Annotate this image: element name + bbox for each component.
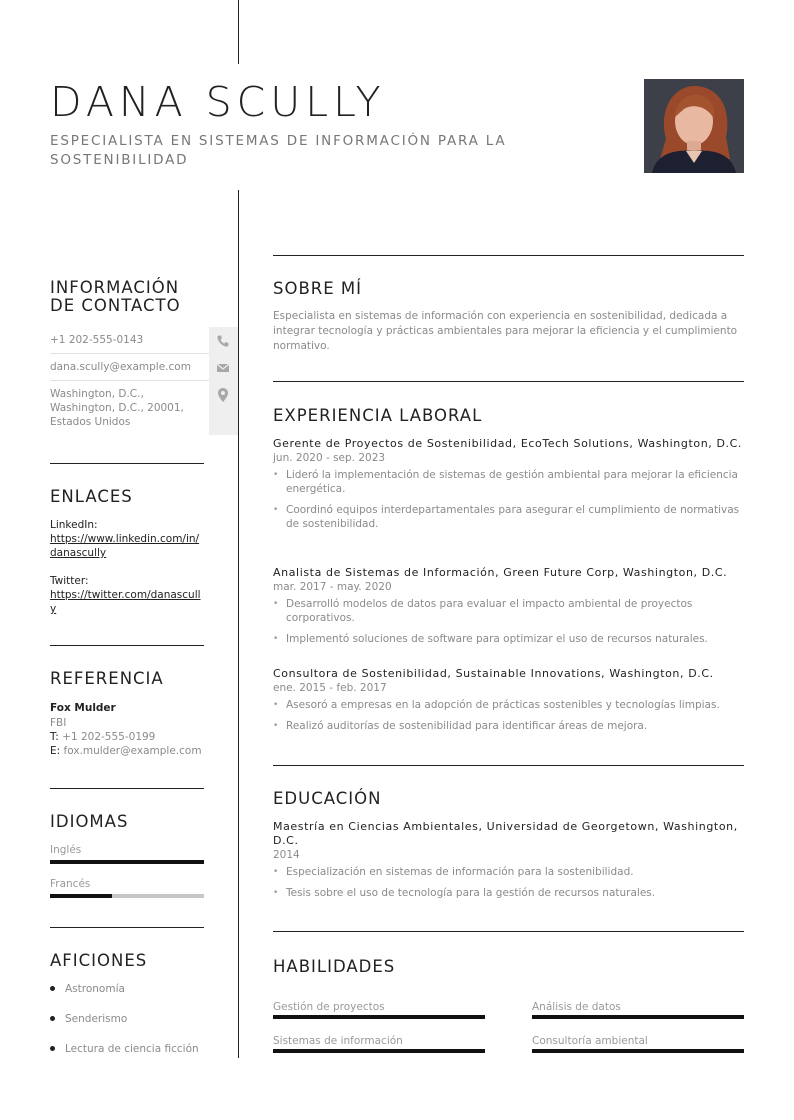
language-level-bar — [50, 860, 204, 864]
experience-heading: EXPERIENCIA LABORAL — [273, 406, 483, 425]
column-divider-line — [238, 190, 239, 1058]
skill-level-bar — [273, 1049, 485, 1053]
hobby-item: Lectura de ciencia ficción — [50, 1043, 199, 1055]
bullet-icon — [50, 1046, 55, 1051]
reference-company: FBI — [50, 717, 67, 729]
links-heading: ENLACES — [50, 487, 133, 506]
job-entry — [273, 667, 744, 740]
section-divider — [50, 927, 204, 928]
skill-name: Consultoría ambiental — [532, 1035, 648, 1047]
section-divider — [273, 381, 744, 382]
candidate-name: DANA SCULLY — [50, 78, 386, 126]
job-dates: ene. 2015 - feb. 2017 — [273, 682, 387, 694]
skill-level-bar — [532, 1015, 744, 1019]
reference-name: Fox Mulder — [50, 702, 116, 714]
skill-item — [532, 1035, 744, 1053]
skill-item — [532, 1001, 744, 1019]
contact-heading: INFORMACIÓN DE CONTACTO — [50, 278, 181, 315]
skill-name: Gestión de proyectos — [273, 1001, 385, 1013]
hobby-item: Senderismo — [50, 1013, 127, 1025]
job-entry — [273, 437, 744, 538]
bullet-icon — [50, 986, 55, 991]
contact-phone: +1 202-555-0143 — [50, 334, 144, 346]
skill-name: Análisis de datos — [532, 1001, 621, 1013]
education-bullet: • Tesis sobre el uso de tecnología para la gestión de recursos naturales. — [273, 886, 744, 900]
job-bullet: • Implementó soluciones de software para optimizar el uso de recursos naturales. — [273, 632, 744, 646]
reference-email-row — [50, 744, 210, 758]
education-year: 2014 — [273, 849, 300, 861]
education-entry — [273, 820, 744, 907]
education-degree: Maestría en Ciencias Ambientales, Universidad de Georgetown, Washington, D.C. — [273, 820, 738, 847]
job-bullet: • Lideró la implementación de sistemas de gestión ambiental para mejorar la eficiencia energética. — [273, 468, 744, 496]
section-divider — [50, 788, 204, 789]
job-title: ESPECIALISTA EN SISTEMAS DE INFORMACIÓN PARA LA SOSTENIBILIDAD — [50, 133, 507, 168]
reference-phone: +1 202-555-0199 — [62, 731, 156, 743]
hobbies-heading: AFICIONES — [50, 951, 148, 970]
phone-icon — [216, 334, 230, 348]
reference-block — [50, 701, 210, 758]
link-label: Twitter: — [50, 575, 89, 587]
portrait-image — [644, 79, 744, 173]
link-item-twitter — [50, 575, 204, 616]
job-dates: mar. 2017 - may. 2020 — [273, 581, 392, 593]
job-bullet: • Asesoró a empresas en la adopción de prácticas sostenibles y tecnologías limpias. — [273, 698, 744, 712]
skills-heading: HABILIDADES — [273, 957, 396, 976]
job-bullet: • Desarrolló modelos de datos para evaluar el impacto ambiental de proyectos corporativos. — [273, 597, 744, 625]
section-divider — [50, 463, 204, 464]
reference-email[interactable]: fox.mulder@example.com — [63, 745, 202, 757]
job-entry — [273, 566, 744, 653]
language-name: Francés — [50, 878, 91, 890]
hobby-item: Astronomía — [50, 983, 125, 995]
top-divider-line — [238, 0, 239, 64]
reference-email-label: E: — [50, 745, 61, 757]
location-pin-icon — [216, 387, 230, 403]
contact-divider — [50, 380, 210, 381]
contact-divider — [50, 353, 210, 354]
skill-item — [273, 1035, 485, 1053]
profile-photo — [644, 79, 744, 173]
reference-heading: REFERENCIA — [50, 669, 164, 688]
job-bullets — [273, 468, 744, 531]
section-divider — [273, 765, 744, 766]
education-heading: EDUCACIÓN — [273, 789, 382, 808]
languages-heading: IDIOMAS — [50, 812, 129, 831]
skill-level-bar — [532, 1049, 744, 1053]
skill-level-bar — [273, 1015, 485, 1019]
job-bullet: • Realizó auditorías de sostenibilidad para identificar áreas de mejora. — [273, 719, 744, 733]
twitter-link[interactable]: https://twitter.com/danascully — [50, 589, 201, 615]
reference-phone-label: T: — [50, 731, 59, 743]
language-level-bar — [50, 894, 204, 898]
section-divider — [273, 255, 744, 256]
section-divider — [50, 645, 204, 646]
about-heading: SOBRE MÍ — [273, 279, 363, 298]
job-position: Analista de Sistemas de Información, Green Future Corp, Washington, D.C. — [273, 566, 728, 579]
language-level-fill — [50, 860, 204, 864]
skill-name: Sistemas de información — [273, 1035, 403, 1047]
section-divider — [273, 931, 744, 932]
job-dates: jun. 2020 - sep. 2023 — [273, 452, 386, 464]
linkedin-link[interactable]: https://www.linkedin.com/in/danascully — [50, 533, 200, 559]
education-bullet: • Especialización en sistemas de información para la sostenibilidad. — [273, 865, 744, 879]
link-label: LinkedIn: — [50, 519, 98, 531]
envelope-icon — [216, 361, 230, 375]
job-bullet: • Coordinó equipos interdepartamentales para asegurar el cumplimiento de normativas de sostenibilidad. — [273, 503, 744, 531]
job-position: Consultora de Sostenibilidad, Sustainable Innovations, Washington, D.C. — [273, 667, 714, 680]
contact-email[interactable]: dana.scully@example.com — [50, 361, 191, 373]
contact-address: Washington, D.C., Washington, D.C., 20001, Estados Unidos — [50, 388, 184, 428]
education-bullets — [273, 865, 744, 900]
job-bullets — [273, 698, 744, 733]
about-text: Especialista en sistemas de información con experiencia en sostenibilidad, dedicada a integrar tecnología y prácticas ambientales para mejorar la eficiencia y el cumplimiento normativo. — [273, 310, 738, 352]
contact-icon-bar — [209, 327, 238, 435]
job-position: Gerente de Proyectos de Sostenibilidad, EcoTech Solutions, Washington, D.C. — [273, 437, 743, 450]
bullet-icon — [50, 1016, 55, 1021]
language-level-fill — [50, 894, 112, 898]
reference-phone-row — [50, 730, 210, 744]
link-item-linkedin — [50, 519, 204, 560]
language-name: Inglés — [50, 844, 82, 856]
skill-item — [273, 1001, 485, 1019]
job-bullets — [273, 597, 744, 646]
